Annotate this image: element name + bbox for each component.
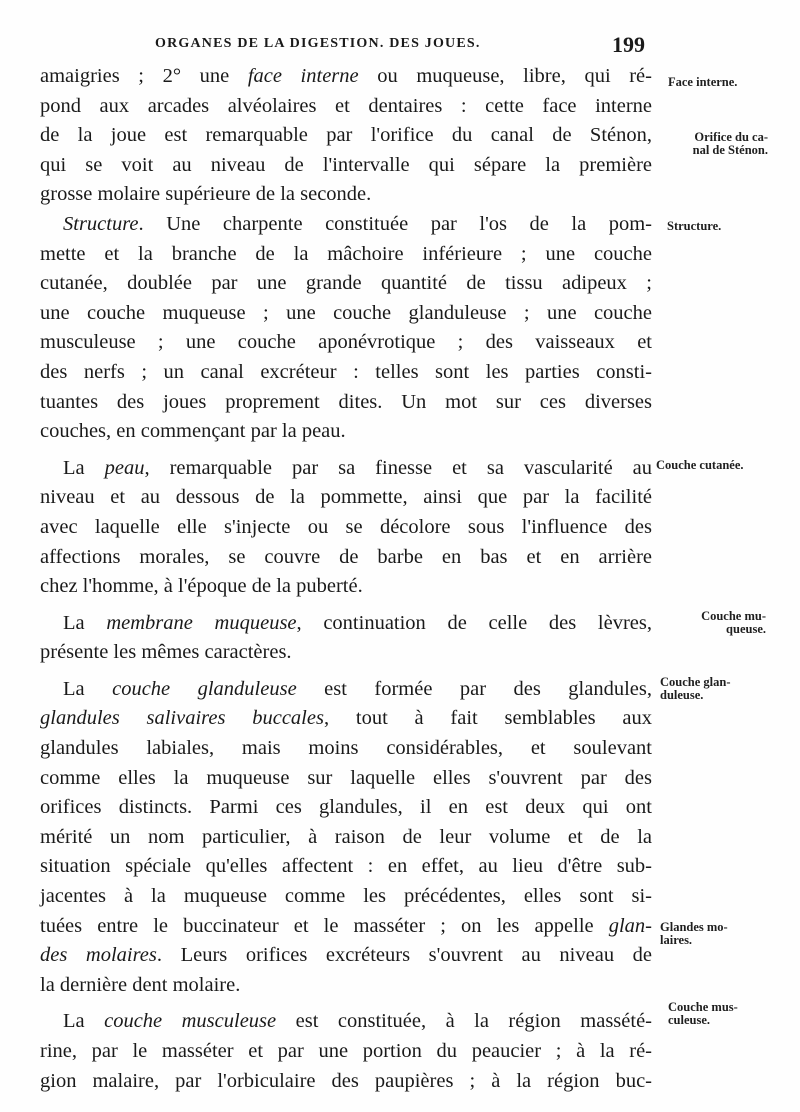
text-line: niveau et au dessous de la pommette, ainsi que par la facilité: [40, 486, 652, 509]
margin-note: [668, 131, 768, 157]
text-line: de la joue est remarquable par l'orifice du canal de Sténon,: [40, 124, 652, 147]
italic-term: glan-: [608, 914, 652, 937]
margin-note-line: nal de Sténon.: [692, 143, 768, 157]
text-line: pond aux arcades alvéolaires et dentaires : cette face interne: [40, 94, 652, 117]
text-line: mérité un nom particulier, à raison de leur volume et de la: [40, 825, 652, 848]
margin-note-line: Couche mu-: [701, 609, 766, 623]
margin-note: [667, 220, 787, 233]
text-line: La peau, remarquable par sa finesse et sa vascularité au: [63, 456, 653, 479]
text-line: glandules salivaires buccales, tout à fait semblables aux: [40, 707, 652, 730]
text-line: couches, en commençant par la peau.: [40, 420, 346, 443]
running-title: ORGANES DE LA DIGESTION. DES JOUES.: [155, 36, 481, 51]
text-line: grosse molaire supérieure de la seconde.: [40, 183, 372, 206]
text-line: La membrane muqueuse, continuation de celle des lèvres,: [63, 611, 652, 634]
margin-note-line: Face interne.: [668, 75, 738, 89]
text-line: une couche muqueuse ; une couche glanduleuse ; une couche: [40, 301, 652, 324]
text-line: tuantes des joues proprement dites. Un mot sur ces diverses: [40, 390, 652, 413]
italic-term: peau: [104, 456, 145, 479]
margin-note-line: culeuse.: [668, 1013, 711, 1027]
margin-note: [668, 76, 788, 89]
margin-note-line: Couche cutanée.: [656, 458, 744, 472]
text-line: glandules labiales, mais moins considérables, et soulevant: [40, 737, 652, 760]
text-line: qui se voit au niveau de l'intervalle qui sépare la première: [40, 153, 652, 176]
italic-term: glandules salivaires buccales: [40, 707, 324, 730]
paragraph: [40, 675, 652, 1001]
text-line: cutanée, doublée par une grande quantité de tissu adipeux ;: [40, 272, 652, 295]
text-line: jacentes à la muqueuse comme les précédentes, elles sont si-: [40, 885, 652, 908]
italic-term: face interne: [247, 65, 359, 87]
italic-term: des molaires: [40, 944, 157, 967]
text-line: mette et la branche de la mâchoire inférieure ; une couche: [40, 242, 652, 265]
text-line: des nerfs ; un canal excréteur : telles sont les parties consti-: [40, 360, 652, 383]
margin-note-line: Couche mus-: [668, 1000, 738, 1014]
text-line: tuées entre le buccinateur et le masséter ; on les appelle glan-: [40, 914, 652, 937]
text-line: musculeuse ; une couche aponévrotique ; des vaisseaux et: [40, 331, 652, 354]
text-line: affections morales, se couvre de barbe en bas et en arrière: [40, 545, 652, 568]
margin-note-line: queuse.: [726, 622, 766, 636]
margin-note-line: duleuse.: [660, 688, 704, 702]
body-text: [40, 62, 652, 1096]
paragraph: [40, 454, 652, 602]
text-line: La couche musculeuse est constituée, à la région massété-: [63, 1010, 652, 1033]
text-line: présente les mêmes caractères.: [40, 641, 292, 664]
paragraph: [40, 609, 652, 668]
margin-note: [656, 459, 776, 472]
text-line: la dernière dent molaire.: [40, 973, 241, 996]
margin-note: [668, 610, 766, 636]
margin-note-line: Couche glan-: [660, 675, 731, 689]
margin-note-line: laires.: [660, 933, 693, 947]
italic-term: couche musculeuse: [104, 1010, 277, 1033]
margin-note-line: Glandes mo-: [660, 920, 728, 934]
text-line: gion malaire, par l'orbiculaire des paupières ; à la région buc-: [40, 1069, 652, 1092]
italic-term: membrane muqueuse: [106, 611, 297, 634]
text-line: situation spéciale qu'elles affectent : en effet, au lieu d'être sub-: [40, 855, 652, 878]
italic-term: couche glanduleuse: [112, 677, 297, 700]
text-line: amaigries ; 2° une face interne ou muqueuse, libre, qui ré-: [40, 65, 652, 87]
page-number: 199: [612, 32, 645, 57]
paragraph: [40, 1007, 652, 1096]
text-line: comme elles la muqueuse sur laquelle elles s'ouvrent par des: [40, 766, 652, 789]
text-line: orifices distincts. Parmi ces glandules, il en est deux qui ont: [40, 796, 652, 819]
margin-note-line: Structure.: [667, 219, 722, 233]
margin-note: [660, 921, 772, 947]
paragraph: [40, 210, 652, 447]
paragraph: [40, 62, 652, 210]
page-header: [155, 32, 645, 56]
text-line: chez l'homme, à l'époque de la puberté.: [40, 575, 363, 598]
text-line: avec laquelle elle s'injecte ou se décolore sous l'influence des: [40, 515, 652, 538]
margin-note: [660, 676, 780, 702]
text-line: des molaires. Leurs orifices excréteurs s'ouvrent au niveau de: [40, 944, 652, 967]
text-line: rine, par le masséter et par une portion du peaucier ; à la ré-: [40, 1040, 652, 1062]
italic-term: Structure: [63, 212, 139, 235]
margin-note: [668, 1001, 778, 1027]
text-line: Structure. Une charpente constituée par l'os de la pom-: [63, 212, 652, 235]
text-line: La couche glanduleuse est formée par des glandules,: [63, 677, 652, 700]
margin-note-line: Orifice du ca-: [694, 130, 768, 144]
